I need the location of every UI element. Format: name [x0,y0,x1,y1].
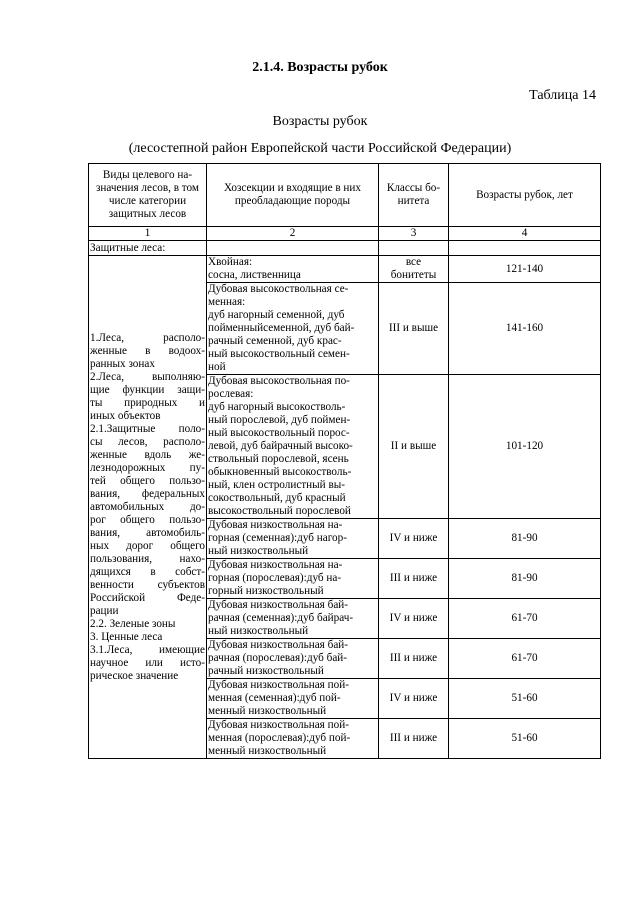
species-text-line: менная (порослевая):дуб пой- [208,732,351,744]
forest-purpose-cell [89,256,207,759]
species-cell [207,375,379,519]
felling-age-cell: 141-160 [449,283,601,375]
purpose-text-line: автомобильных до- [90,500,205,513]
purpose-text-line: Российской Феде- [90,591,205,604]
felling-age-cell: 51-60 [449,719,601,759]
species-text-line: обыкновенный высокостволь- [208,466,352,478]
species-text-line: левой, дуб байрачный высоко- [208,440,353,452]
species-text-line: горная (семенная):дуб нагор- [208,532,347,544]
species-text-line: ствольный порослевой, ясень [208,453,349,465]
bonitet-cell [379,519,449,559]
species-cell [207,519,379,559]
species-text-line: Дубовая низкоствольная на- [208,519,343,531]
species-text-line: ный высокоствольный порос- [208,427,350,439]
section-title: 2.1.4. Возрасты рубок [252,60,388,75]
species-text-line: рослевая: [208,388,254,400]
species-text-line: горная (порослевая):дуб на- [208,572,342,584]
bonitet-text-line: III и выше [388,322,439,334]
table-caption: Возрасты рубок [272,114,368,129]
column-number: 2 [207,227,379,241]
purpose-text-line: пользования, нахо- [90,552,205,565]
purpose-text-line: сы лесов, располо- [90,435,205,448]
purpose-text-line: иных объектов [90,409,161,422]
group-empty-cell [379,241,449,256]
group-empty-cell [207,241,379,256]
species-cell [207,599,379,639]
purpose-text-line: 1.Леса, располо- [90,331,205,344]
species-text-line: сокоствольный, дуб красный [208,492,346,504]
bonitet-text-line: бонитеты [390,269,437,281]
purpose-text-line: вания, автомобиль- [90,526,205,539]
table-row [89,256,601,283]
species-text-line: Дубовая высокоствольная по- [208,375,350,387]
species-text-line: Дубовая высокоствольная се- [208,283,349,295]
species-text-line: горный низкоствольный [208,585,324,597]
species-text-line: Дубовая низкоствольная бай- [208,639,348,651]
species-text-line: дуб нагорный семенной, дуб [208,309,345,321]
bonitet-cell [379,375,449,519]
species-cell [207,256,379,283]
species-cell [207,283,379,375]
species-text-line: ный порослевой, дуб поймен- [208,414,351,426]
table-subcaption: (лесостепной район Европейской части Российской Федерации) [128,141,512,156]
purpose-text-line: 2.1.Защитные поло- [90,422,205,435]
bonitet-text-line: все [405,256,422,268]
purpose-text-line: рог общего пользо- [90,513,205,526]
species-cell [207,719,379,759]
species-text-line: менная: [208,296,246,308]
header-row [89,164,601,227]
species-text-line: ной [208,361,226,373]
group-row [89,241,601,256]
species-cell [207,679,379,719]
purpose-text-line: ных дорог общего [90,539,205,552]
species-text-line: пойменныйсеменной, дуб бай- [208,322,355,334]
purpose-text-line: 2.2. Зеленые зоны [90,617,176,630]
species-text-line: Дубовая низкоствольная пой- [208,679,349,691]
bonitet-text-line: IV и ниже [389,532,438,544]
column-number: 3 [379,227,449,241]
purpose-text-line: тей общего пользо- [90,474,205,487]
purpose-text-line: рическое значение [90,669,179,682]
purpose-text-line: ранных зонах [90,357,155,370]
species-text-line: рачная (порослевая):дуб бай- [208,652,347,664]
purpose-text-line: вания, федеральных [90,487,205,500]
header-bonitet: Классы бо-нитета [379,164,449,227]
species-text-line: рачный низкоствольный [208,665,324,677]
felling-age-cell: 101-120 [449,375,601,519]
bonitet-text-line: IV и ниже [389,692,438,704]
bonitet-cell [379,559,449,599]
felling-age-cell: 81-90 [449,559,601,599]
purpose-text-line: лезнодорожных пу- [90,461,205,474]
purpose-text-line: дящихся в собст- [90,565,205,578]
header-age: Возрасты рубок, лет [449,164,601,227]
bonitet-text-line: IV и ниже [389,612,438,624]
species-text-line: дуб нагорный высокостволь- [208,401,346,413]
purpose-text-line: венности субъектов [90,578,205,591]
felling-age-cell: 121-140 [449,256,601,283]
header-purpose: Виды целевого на-значения лесов, в том числе категории защитных лесов [89,164,207,227]
species-text-line: Дубовая низкоствольная пой- [208,719,349,731]
felling-age-cell: 51-60 [449,679,601,719]
purpose-text-line: щие функции защи- [90,383,205,396]
column-number-row [89,227,601,241]
species-text-line: ный, клен остролистный вы- [208,479,345,491]
bonitet-cell [379,719,449,759]
species-text-line: ный низкоствольный [208,545,309,557]
species-text-line: Дубовая низкоствольная на- [208,559,343,571]
group-label: Защитные леса: [89,241,207,256]
bonitet-text-line: III и ниже [389,652,438,664]
felling-age-cell: 61-70 [449,599,601,639]
species-text-line: рачный семенной, дуб крас- [208,335,342,347]
felling-age-cell: 61-70 [449,639,601,679]
species-text-line: менный низкоствольный [208,745,327,757]
bonitet-cell [379,679,449,719]
bonitet-cell [379,599,449,639]
column-number: 1 [89,227,207,241]
purpose-text-line: научное или исто- [90,656,205,669]
bonitet-text-line: III и ниже [389,732,438,744]
species-text-line: менный низкоствольный [208,705,327,717]
species-text-line: ный низкоствольный [208,625,309,637]
bonitet-cell [379,283,449,375]
purpose-text-line: 3.1.Леса, имеющие [90,643,205,656]
species-text-line: рачная (семенная):дуб байрач- [208,612,354,624]
bonitet-text-line: II и выше [390,440,437,452]
bonitet-cell [379,639,449,679]
felling-age-table [88,163,601,759]
species-cell [207,639,379,679]
bonitet-cell [379,256,449,283]
species-cell [207,559,379,599]
species-text-line: высокоствольный порослевой [208,505,351,517]
table-label: Таблица 14 [529,88,596,103]
purpose-text-line: 2.Леса, выполняю- [90,370,205,383]
column-number: 4 [449,227,601,241]
header-sections: Хозсекции и входящие в них преобладающие породы [207,164,379,227]
species-text-line: Хвойная: [208,256,253,268]
purpose-text-line: женные вдоль же- [90,448,205,461]
group-empty-cell [449,241,601,256]
species-text-line: Дубовая низкоствольная бай- [208,599,348,611]
purpose-text-line: женные в водоох- [90,344,205,357]
species-text-line: сосна, лиственница [208,269,301,281]
purpose-text-line: ты природных и [90,396,205,409]
bonitet-text-line: III и ниже [389,572,438,584]
felling-age-cell: 81-90 [449,519,601,559]
purpose-text-line: рации [90,604,119,617]
species-text-line: менная (семенная):дуб пой- [208,692,341,704]
species-text-line: ный высокоствольный семен- [208,348,350,360]
purpose-text-line: 3. Ценные леса [90,630,163,643]
